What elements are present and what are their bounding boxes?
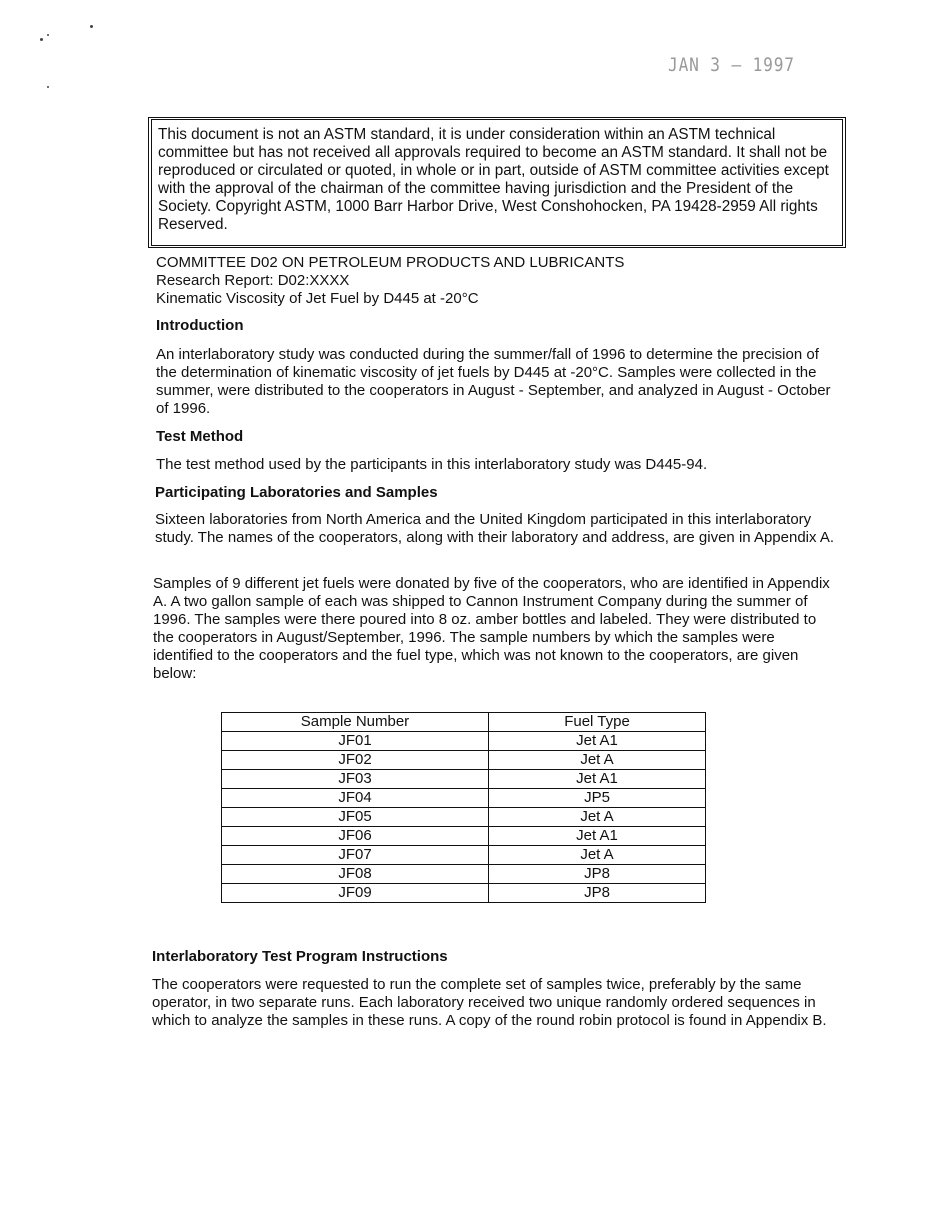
fuel-type-cell: Jet A1 [489, 732, 706, 751]
introduction-text: An interlaboratory study was conducted during the summer/fall of 1996 to determine the precision of the determination of kinematic viscosity of jet fuels by D445 at -20°C. Samples were collected in the summer, were distributed to the cooperators in August - September, and analyzed in August - October of 1996. [156, 346, 831, 417]
sample-number-cell: JF07 [222, 846, 489, 865]
table-row [222, 808, 706, 827]
sample-number-cell: JF09 [222, 884, 489, 903]
fuel-type-cell: Jet A1 [489, 827, 706, 846]
table-row [222, 732, 706, 751]
scan-speck [47, 86, 49, 88]
fuel-type-cell: Jet A [489, 751, 706, 770]
scan-speck [47, 34, 49, 36]
sample-number-cell: JF04 [222, 789, 489, 808]
fuel-type-cell: JP8 [489, 865, 706, 884]
table-row [222, 865, 706, 884]
table-row [222, 751, 706, 770]
sample-number-cell: JF08 [222, 865, 489, 884]
sample-number-cell: JF03 [222, 770, 489, 789]
fuel-type-cell: Jet A [489, 846, 706, 865]
fuel-type-cell: Jet A [489, 808, 706, 827]
participants-text-2: Samples of 9 different jet fuels were donated by five of the cooperators, who are identified in Appendix A. A two gallon sample of each was shipped to Cannon Instrument Company during the summer of 1996. The samples were there poured into 8 oz. amber bottles and labeled. They were distributed to the cooperators in August/September, 1996. The sample numbers by which the samples were identified to the cooperators and the fuel type, which was not known to the cooperators, are given below: [153, 575, 830, 682]
date-stamp: JAN 3 — 1997 [668, 54, 795, 76]
instructions-text: The cooperators were requested to run the complete set of samples twice, preferably by the same operator, in two separate runs. Each laboratory received two unique randomly ordered sequences in which to analyze the samples in these runs. A copy of the round robin protocol is found in Appendix B. [152, 976, 827, 1029]
table-row [222, 770, 706, 789]
scan-speck [40, 38, 43, 41]
column-header-fuel-type: Fuel Type [489, 713, 706, 732]
table-row [222, 789, 706, 808]
document-header [156, 254, 836, 308]
sample-number-cell: JF05 [222, 808, 489, 827]
table-row [222, 827, 706, 846]
fuel-type-cell: Jet A1 [489, 770, 706, 789]
table-row [222, 846, 706, 865]
test-method-text: The test method used by the participants in this interlaboratory study was D445-94. [156, 456, 708, 473]
sample-number-cell: JF06 [222, 827, 489, 846]
astm-notice-box: This document is not an ASTM standard, it is under consideration within an ASTM technical committee but has not received all approvals required to become an ASTM standard. It shall not be reproduced or circulated or quoted, in whole or in part, outside of ASTM committee activities except with the approval of the chairman of the committee having jurisdiction and the President of the Society. Copyright ASTM, 1000 Barr Harbor Drive, West Conshohocken, PA 19428-2959 All rights Reserved. [148, 117, 846, 248]
scan-speck [90, 25, 93, 28]
report-number: Research Report: D02:XXXX [156, 272, 350, 289]
introduction-heading: Introduction [156, 317, 244, 334]
sample-fuel-table [221, 712, 706, 903]
table-header-row [222, 713, 706, 732]
sample-number-cell: JF02 [222, 751, 489, 770]
fuel-type-cell: JP5 [489, 789, 706, 808]
table-row [222, 884, 706, 903]
committee-line: COMMITTEE D02 ON PETROLEUM PRODUCTS AND LUBRICANTS [156, 254, 625, 271]
instructions-heading: Interlaboratory Test Program Instructions [152, 948, 448, 965]
test-method-heading: Test Method [156, 428, 244, 445]
fuel-type-cell: JP8 [489, 884, 706, 903]
report-subject: Kinematic Viscosity of Jet Fuel by D445 at -20°C [156, 290, 479, 307]
participants-heading: Participating Laboratories and Samples [155, 484, 438, 501]
participants-text-1: Sixteen laboratories from North America and the United Kingdom participated in this interlaboratory study. The names of the cooperators, along with their laboratory and address, are given in Appendix A. [155, 511, 835, 546]
column-header-sample-number: Sample Number [222, 713, 489, 732]
sample-number-cell: JF01 [222, 732, 489, 751]
